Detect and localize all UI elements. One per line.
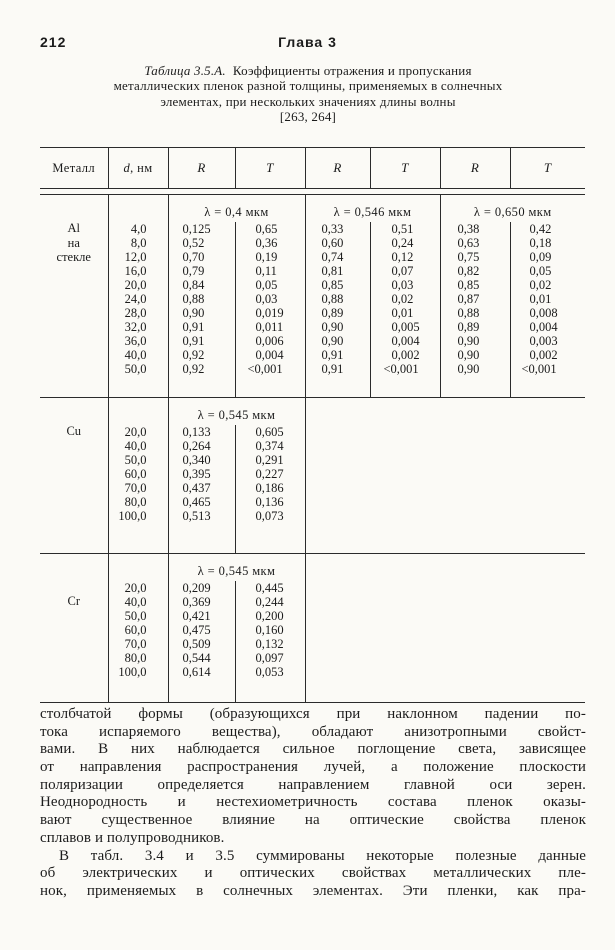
text-line: вами. В них наблюдается сильное поглощение света, зависящее xyxy=(40,741,586,758)
metal-label-line: Cr xyxy=(67,594,80,608)
transmittance-value: 0,02 xyxy=(510,278,585,292)
transmittance-value: 0,005 xyxy=(370,320,440,334)
transmittance-value: 0,004 xyxy=(235,348,305,362)
lambda-row xyxy=(40,554,585,582)
thickness-value: 40,0 xyxy=(108,348,168,362)
transmittance-value: 0,605 xyxy=(235,425,305,439)
table-row xyxy=(40,334,585,348)
metal-label xyxy=(40,398,108,554)
table-row xyxy=(40,236,585,250)
thickness-value: 80,0 xyxy=(108,651,168,665)
metal-label xyxy=(40,195,108,398)
text-line: В табл. 3.4 и 3.5 суммированы некоторые полезные данные xyxy=(59,847,586,864)
reflectance-value: 0,125 xyxy=(168,222,235,236)
reflectance-value: 0,90 xyxy=(168,306,235,320)
transmittance-value: 0,132 xyxy=(235,637,305,651)
table-row xyxy=(40,222,585,236)
header-d-unit: , нм xyxy=(130,160,153,175)
transmittance-value: 0,374 xyxy=(235,439,305,453)
reflectance-value: 0,79 xyxy=(168,264,235,278)
transmittance-value: 0,291 xyxy=(235,453,305,467)
transmittance-value: 0,07 xyxy=(370,264,440,278)
table-row xyxy=(40,278,585,292)
lambda-header: λ = 0,545 мкм xyxy=(168,398,305,426)
thickness-value: 36,0 xyxy=(108,334,168,348)
transmittance-value: 0,445 xyxy=(235,581,305,595)
header-t-3: T xyxy=(510,148,585,189)
running-head xyxy=(0,34,615,52)
transmittance-value: 0,006 xyxy=(235,334,305,348)
transmittance-value: 0,65 xyxy=(235,222,305,236)
reflectance-value: 0,60 xyxy=(305,236,370,250)
thickness-value: 100,0 xyxy=(108,509,168,554)
table-section-al xyxy=(40,195,585,398)
reflectance-value: 0,87 xyxy=(440,292,510,306)
thickness-value: 100,0 xyxy=(108,665,168,703)
thickness-value: 20,0 xyxy=(108,581,168,595)
transmittance-value: 0,19 xyxy=(235,250,305,264)
text-line: тока испаряемого вещества), обладают анизотропными свойст- xyxy=(40,723,586,740)
reflectance-value: 0,88 xyxy=(168,292,235,306)
reflectance-value: 0,614 xyxy=(168,665,235,703)
reflectance-value: 0,544 xyxy=(168,651,235,665)
reflectance-value: 0,90 xyxy=(440,362,510,398)
transmittance-value: 0,097 xyxy=(235,651,305,665)
reflectance-value: 0,465 xyxy=(168,495,235,509)
lambda-row xyxy=(40,195,585,223)
lambda-header: λ = 0,4 мкм xyxy=(168,195,305,223)
thickness-value: 50,0 xyxy=(108,609,168,623)
reflectance-value: 0,340 xyxy=(168,453,235,467)
text-line: поляризации определяется направлением главной оси зерен. xyxy=(40,776,586,793)
reflectance-value: 0,89 xyxy=(440,320,510,334)
reflectance-value: 0,85 xyxy=(440,278,510,292)
reflectance-value: 0,75 xyxy=(440,250,510,264)
reflectance-value: 0,89 xyxy=(305,306,370,320)
transmittance-value: 0,227 xyxy=(235,467,305,481)
metal-label xyxy=(40,554,108,703)
empty-cell xyxy=(108,195,168,223)
text-line: Неоднородность и нестехиометричность состава пленок оказы- xyxy=(40,794,586,811)
transmittance-value: 0,03 xyxy=(235,292,305,306)
transmittance-value: 0,18 xyxy=(510,236,585,250)
transmittance-value: 0,24 xyxy=(370,236,440,250)
table-row xyxy=(40,292,585,306)
header-r-2: R xyxy=(305,148,370,189)
metal-label-line: Al xyxy=(67,221,80,235)
reflectance-value: 0,91 xyxy=(168,334,235,348)
table-header-row xyxy=(40,148,585,189)
thickness-value: 40,0 xyxy=(108,595,168,609)
thickness-value: 60,0 xyxy=(108,467,168,481)
caption-line-2: металлических пленок разной толщины, применяемых в солнечных xyxy=(113,78,503,94)
transmittance-value: 0,05 xyxy=(235,278,305,292)
transmittance-value: 0,51 xyxy=(370,222,440,236)
table-section-cr xyxy=(40,554,585,703)
reflectance-value: 0,81 xyxy=(305,264,370,278)
transmittance-value: 0,053 xyxy=(235,665,305,703)
table-row xyxy=(40,320,585,334)
reflectance-value: 0,91 xyxy=(305,362,370,398)
header-d-symbol: d xyxy=(123,160,131,175)
transmittance-value: <0,001 xyxy=(510,362,585,398)
header-r-1: R xyxy=(168,148,235,189)
reflectance-value: 0,90 xyxy=(305,320,370,334)
thickness-value: 40,0 xyxy=(108,439,168,453)
text-line: об электрических и оптических свойствах металлических пле- xyxy=(40,865,586,882)
transmittance-value: 0,004 xyxy=(510,320,585,334)
transmittance-value: 0,11 xyxy=(235,264,305,278)
lambda-row xyxy=(40,398,585,426)
reflectance-value: 0,91 xyxy=(168,320,235,334)
reflectance-value: 0,90 xyxy=(440,334,510,348)
transmittance-value: 0,019 xyxy=(235,306,305,320)
caption-line-3: элементах, при нескольких значениях длины волны xyxy=(160,93,456,109)
metal-label-line: Cu xyxy=(66,424,82,438)
thickness-value: 80,0 xyxy=(108,495,168,509)
reflectance-value: 0,509 xyxy=(168,637,235,651)
thickness-value: 32,0 xyxy=(108,320,168,334)
thickness-value: 12,0 xyxy=(108,250,168,264)
metal-label-line: на xyxy=(67,235,80,250)
transmittance-value: 0,05 xyxy=(510,264,585,278)
thickness-value: 60,0 xyxy=(108,623,168,637)
thickness-value: 16,0 xyxy=(108,264,168,278)
reflectance-value: 0,513 xyxy=(168,509,235,554)
table-caption xyxy=(34,63,582,125)
transmittance-value: 0,01 xyxy=(370,306,440,320)
body-text xyxy=(40,706,586,901)
transmittance-value: <0,001 xyxy=(370,362,440,398)
text-line: нок, применяемых в солнечных элементах. Эти пленки, как пра- xyxy=(40,882,586,899)
transmittance-value: 0,03 xyxy=(370,278,440,292)
thickness-value: 50,0 xyxy=(108,362,168,398)
header-r-3: R xyxy=(440,148,510,189)
transmittance-value: 0,244 xyxy=(235,595,305,609)
thickness-value: 70,0 xyxy=(108,481,168,495)
reflectance-value: 0,92 xyxy=(168,362,235,398)
text-line: сплавов и полупроводников. xyxy=(40,829,225,846)
transmittance-value: 0,073 xyxy=(235,509,305,554)
header-t-1: T xyxy=(235,148,305,189)
transmittance-value: 0,011 xyxy=(235,320,305,334)
reflectance-value: 0,437 xyxy=(168,481,235,495)
reflectance-value: 0,85 xyxy=(305,278,370,292)
caption-line-1-text: Коэффициенты отражения и пропускания xyxy=(232,63,472,78)
reflectance-value: 0,84 xyxy=(168,278,235,292)
text-line: столбчатой формы (образующихся при наклонном падении по- xyxy=(40,706,586,722)
reflectance-value: 0,88 xyxy=(305,292,370,306)
transmittance-value: 0,186 xyxy=(235,481,305,495)
table-row xyxy=(40,348,585,362)
thickness-value: 20,0 xyxy=(108,425,168,439)
transmittance-value: 0,01 xyxy=(510,292,585,306)
transmittance-value: 0,12 xyxy=(370,250,440,264)
reflectance-value: 0,70 xyxy=(168,250,235,264)
reflectance-value: 0,133 xyxy=(168,425,235,439)
reflectance-value: 0,38 xyxy=(440,222,510,236)
empty-cell xyxy=(108,554,168,582)
reflectance-value: 0,92 xyxy=(168,348,235,362)
thickness-value: 50,0 xyxy=(108,453,168,467)
lambda-header: λ = 0,546 мкм xyxy=(305,195,440,223)
lambda-header: λ = 0,545 мкм xyxy=(168,554,305,582)
transmittance-value: 0,002 xyxy=(510,348,585,362)
table-row xyxy=(40,306,585,320)
reflectance-value: 0,52 xyxy=(168,236,235,250)
transmittance-value: 0,136 xyxy=(235,495,305,509)
reflectance-value: 0,74 xyxy=(305,250,370,264)
reflectance-value: 0,421 xyxy=(168,609,235,623)
reflectance-value: 0,264 xyxy=(168,439,235,453)
transmittance-value: 0,200 xyxy=(235,609,305,623)
reflectance-value: 0,88 xyxy=(440,306,510,320)
transmittance-value: 0,008 xyxy=(510,306,585,320)
thickness-value: 4,0 xyxy=(108,222,168,236)
transmittance-value: 0,160 xyxy=(235,623,305,637)
table-row xyxy=(40,250,585,264)
header-thickness xyxy=(108,148,168,189)
thickness-value: 24,0 xyxy=(108,292,168,306)
transmittance-value: 0,09 xyxy=(510,250,585,264)
transmittance-value: 0,42 xyxy=(510,222,585,236)
table-row xyxy=(40,362,585,398)
caption-reference: [263, 264] xyxy=(279,109,337,125)
lambda-header: λ = 0,650 мкм xyxy=(440,195,585,223)
header-t-2: T xyxy=(370,148,440,189)
coefficients-table xyxy=(40,147,585,703)
transmittance-value: 0,004 xyxy=(370,334,440,348)
reflectance-value: 0,33 xyxy=(305,222,370,236)
transmittance-value: 0,002 xyxy=(370,348,440,362)
table-section-cu xyxy=(40,398,585,554)
text-line: вают существенное влияние на оптические свойства пленок xyxy=(40,812,586,829)
thickness-value: 70,0 xyxy=(108,637,168,651)
thickness-value: 8,0 xyxy=(108,236,168,250)
transmittance-value: 0,02 xyxy=(370,292,440,306)
transmittance-value: 0,36 xyxy=(235,236,305,250)
table-row xyxy=(40,264,585,278)
transmittance-value: 0,003 xyxy=(510,334,585,348)
caption-line-1 xyxy=(34,63,582,78)
reflectance-value: 0,63 xyxy=(440,236,510,250)
reflectance-value: 0,475 xyxy=(168,623,235,637)
page-number: 212 xyxy=(40,34,67,50)
reflectance-value: 0,91 xyxy=(305,348,370,362)
reflectance-value: 0,82 xyxy=(440,264,510,278)
empty-cell xyxy=(108,398,168,426)
reflectance-value: 0,90 xyxy=(305,334,370,348)
header-metal: Металл xyxy=(52,160,96,175)
caption-table-label: Таблица 3.5.А. xyxy=(144,63,226,78)
thickness-value: 28,0 xyxy=(108,306,168,320)
reflectance-value: 0,209 xyxy=(168,581,235,595)
reflectance-value: 0,369 xyxy=(168,595,235,609)
reflectance-value: 0,90 xyxy=(440,348,510,362)
reflectance-value: 0,395 xyxy=(168,467,235,481)
transmittance-value: <0,001 xyxy=(235,362,305,398)
text-line: от направления распространения лучей, а положение плоскости xyxy=(40,759,586,776)
empty-region xyxy=(305,398,585,554)
thickness-value: 20,0 xyxy=(108,278,168,292)
empty-region xyxy=(305,554,585,703)
chapter-heading: Глава 3 xyxy=(278,34,337,50)
metal-label-line: стекле xyxy=(56,250,91,264)
